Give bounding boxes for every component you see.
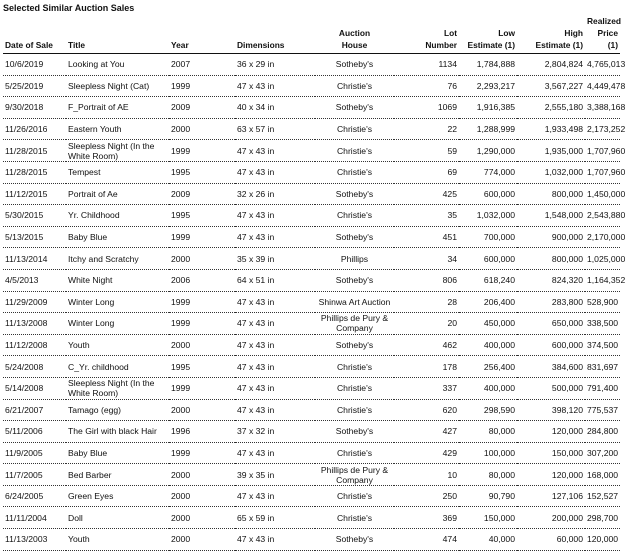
cell-auction-house: Sotheby's xyxy=(315,97,394,119)
cell-realized-price: 4,765,013 xyxy=(585,54,620,76)
cell-dimensions: 65 x 59 in xyxy=(235,507,315,529)
cell-low-estimate: 1,290,000 xyxy=(459,140,517,162)
cell-date: 11/13/2008 xyxy=(3,313,66,335)
cell-dimensions: 47 x 43 in xyxy=(235,485,315,507)
cell-date: 11/7/2005 xyxy=(3,464,66,486)
header-realized-price: Realized Price (1) xyxy=(585,15,620,54)
cell-auction-house: Christie's xyxy=(315,485,394,507)
table-row xyxy=(3,356,620,378)
cell-year: 2000 xyxy=(169,485,235,507)
table-row xyxy=(3,161,620,183)
cell-date: 11/11/2004 xyxy=(3,507,66,529)
cell-year: 1999 xyxy=(169,442,235,464)
cell-high-estimate: 1,933,498 xyxy=(517,118,585,140)
cell-year: 1995 xyxy=(169,205,235,227)
table-row xyxy=(3,140,620,162)
cell-low-estimate: 80,000 xyxy=(459,421,517,443)
cell-low-estimate: 600,000 xyxy=(459,183,517,205)
cell-high-estimate: 200,000 xyxy=(517,507,585,529)
cell-realized-price: 168,000 xyxy=(585,464,620,486)
cell-date: 5/30/2015 xyxy=(3,205,66,227)
cell-date: 11/26/2016 xyxy=(3,118,66,140)
table-row xyxy=(3,507,620,529)
cell-auction-house: Sotheby's xyxy=(315,183,394,205)
table-row xyxy=(3,442,620,464)
cell-lot-number: 620 xyxy=(394,399,459,421)
cell-high-estimate: 283,800 xyxy=(517,291,585,313)
cell-date: 6/21/2007 xyxy=(3,399,66,421)
cell-high-estimate: 1,935,000 xyxy=(517,140,585,162)
cell-dimensions: 35 x 39 in xyxy=(235,248,315,270)
cell-low-estimate: 2,293,217 xyxy=(459,75,517,97)
table-row xyxy=(3,118,620,140)
table-row xyxy=(3,291,620,313)
cell-realized-price: 338,500 xyxy=(585,313,620,335)
cell-lot-number: 178 xyxy=(394,356,459,378)
table-header xyxy=(3,15,620,54)
cell-realized-price: 2,543,880 xyxy=(585,205,620,227)
cell-year: 2006 xyxy=(169,269,235,291)
cell-lot-number: 429 xyxy=(394,442,459,464)
cell-low-estimate: 1,784,888 xyxy=(459,54,517,76)
cell-title: Doll xyxy=(66,507,169,529)
cell-high-estimate: 120,000 xyxy=(517,421,585,443)
cell-low-estimate: 1,916,385 xyxy=(459,97,517,119)
cell-lot-number: 28 xyxy=(394,291,459,313)
cell-title: Youth xyxy=(66,334,169,356)
cell-dimensions: 47 x 43 in xyxy=(235,399,315,421)
cell-year: 2007 xyxy=(169,54,235,76)
cell-dimensions: 47 x 43 in xyxy=(235,291,315,313)
cell-dimensions: 37 x 32 in xyxy=(235,421,315,443)
cell-auction-house: Sotheby's xyxy=(315,421,394,443)
cell-year: 1999 xyxy=(169,377,235,399)
cell-auction-house: Shinwa Art Auction xyxy=(315,291,394,313)
cell-auction-house: Sotheby's xyxy=(315,54,394,76)
cell-low-estimate: 450,000 xyxy=(459,313,517,335)
cell-realized-price: 1,707,960 xyxy=(585,161,620,183)
cell-auction-house: Christie's xyxy=(315,75,394,97)
header-date: Date of Sale xyxy=(3,15,66,54)
cell-date: 5/13/2015 xyxy=(3,226,66,248)
cell-dimensions: 47 x 43 in xyxy=(235,529,315,551)
cell-date: 5/11/2006 xyxy=(3,421,66,443)
cell-auction-house: Christie's xyxy=(315,356,394,378)
cell-realized-price: 1,450,000 xyxy=(585,183,620,205)
cell-realized-price: 3,388,168 xyxy=(585,97,620,119)
cell-low-estimate: 618,240 xyxy=(459,269,517,291)
cell-year: 1996 xyxy=(169,421,235,443)
cell-dimensions: 47 x 43 in xyxy=(235,226,315,248)
table-row xyxy=(3,485,620,507)
cell-date: 11/28/2015 xyxy=(3,140,66,162)
cell-year: 2000 xyxy=(169,464,235,486)
cell-year: 2009 xyxy=(169,183,235,205)
table-title: Selected Similar Auction Sales xyxy=(3,3,135,13)
cell-realized-price: 152,527 xyxy=(585,485,620,507)
header-low-estimate: Low Estimate (1) xyxy=(459,15,517,54)
cell-realized-price: 831,697 xyxy=(585,356,620,378)
cell-dimensions: 40 x 34 in xyxy=(235,97,315,119)
cell-lot-number: 462 xyxy=(394,334,459,356)
cell-low-estimate: 90,790 xyxy=(459,485,517,507)
cell-year: 2000 xyxy=(169,529,235,551)
cell-title: F_Portrait of AE xyxy=(66,97,169,119)
cell-title: The Girl with black Hair xyxy=(66,421,169,443)
cell-realized-price: 775,537 xyxy=(585,399,620,421)
cell-lot-number: 76 xyxy=(394,75,459,97)
cell-date: 6/24/2005 xyxy=(3,485,66,507)
cell-year: 1999 xyxy=(169,140,235,162)
cell-title: Eastern Youth xyxy=(66,118,169,140)
cell-date: 11/29/2009 xyxy=(3,291,66,313)
cell-low-estimate: 256,400 xyxy=(459,356,517,378)
cell-date: 11/12/2015 xyxy=(3,183,66,205)
cell-low-estimate: 400,000 xyxy=(459,334,517,356)
cell-lot-number: 10 xyxy=(394,464,459,486)
cell-low-estimate: 40,000 xyxy=(459,529,517,551)
cell-title: White Night xyxy=(66,269,169,291)
table-row xyxy=(3,529,620,551)
cell-low-estimate: 700,000 xyxy=(459,226,517,248)
table-row xyxy=(3,399,620,421)
table-row xyxy=(3,313,620,335)
cell-low-estimate: 774,000 xyxy=(459,161,517,183)
cell-auction-house: Christie's xyxy=(315,161,394,183)
table-row xyxy=(3,248,620,270)
cell-lot-number: 1134 xyxy=(394,54,459,76)
cell-title: Baby Blue xyxy=(66,226,169,248)
table-body xyxy=(3,54,625,551)
cell-lot-number: 474 xyxy=(394,529,459,551)
cell-auction-house: Christie's xyxy=(315,507,394,529)
cell-low-estimate: 150,000 xyxy=(459,507,517,529)
cell-realized-price: 1,164,352 xyxy=(585,269,620,291)
cell-dimensions: 36 x 29 in xyxy=(235,54,315,76)
header-high-estimate: High Estimate (1) xyxy=(517,15,585,54)
table-row xyxy=(3,205,620,227)
cell-low-estimate: 400,000 xyxy=(459,377,517,399)
cell-year: 1999 xyxy=(169,291,235,313)
cell-title: Tempest xyxy=(66,161,169,183)
cell-low-estimate: 1,032,000 xyxy=(459,205,517,227)
cell-low-estimate: 298,590 xyxy=(459,399,517,421)
cell-title: Winter Long xyxy=(66,313,169,335)
cell-lot-number: 34 xyxy=(394,248,459,270)
cell-title: Portrait of Ae xyxy=(66,183,169,205)
cell-realized-price: 120,000 xyxy=(585,529,620,551)
cell-realized-price: 528,900 xyxy=(585,291,620,313)
cell-title: Sleepless Night (In the White Room) xyxy=(66,377,169,399)
cell-high-estimate: 3,567,227 xyxy=(517,75,585,97)
cell-dimensions: 47 x 43 in xyxy=(235,442,315,464)
cell-lot-number: 59 xyxy=(394,140,459,162)
cell-date: 10/6/2019 xyxy=(3,54,66,76)
cell-realized-price: 307,200 xyxy=(585,442,620,464)
cell-high-estimate: 398,120 xyxy=(517,399,585,421)
cell-year: 1999 xyxy=(169,313,235,335)
cell-year: 1999 xyxy=(169,226,235,248)
cell-dimensions: 47 x 43 in xyxy=(235,205,315,227)
table-row xyxy=(3,183,620,205)
cell-year: 1995 xyxy=(169,161,235,183)
cell-dimensions: 47 x 43 in xyxy=(235,140,315,162)
cell-title: Tamago (egg) xyxy=(66,399,169,421)
cell-low-estimate: 206,400 xyxy=(459,291,517,313)
cell-dimensions: 64 x 51 in xyxy=(235,269,315,291)
cell-lot-number: 20 xyxy=(394,313,459,335)
cell-auction-house: Christie's xyxy=(315,205,394,227)
auction-sales-table xyxy=(3,15,625,551)
cell-auction-house: Phillips xyxy=(315,248,394,270)
cell-dimensions: 47 x 43 in xyxy=(235,334,315,356)
cell-lot-number: 337 xyxy=(394,377,459,399)
cell-date: 5/25/2019 xyxy=(3,75,66,97)
cell-date: 5/14/2008 xyxy=(3,377,66,399)
cell-auction-house: Sotheby's xyxy=(315,334,394,356)
table-row xyxy=(3,97,620,119)
cell-lot-number: 425 xyxy=(394,183,459,205)
cell-high-estimate: 650,000 xyxy=(517,313,585,335)
cell-low-estimate: 80,000 xyxy=(459,464,517,486)
header-title: Title xyxy=(66,15,169,54)
cell-dimensions: 47 x 43 in xyxy=(235,356,315,378)
cell-high-estimate: 800,000 xyxy=(517,248,585,270)
header-dimensions: Dimensions xyxy=(235,15,315,54)
cell-lot-number: 250 xyxy=(394,485,459,507)
table-row xyxy=(3,226,620,248)
cell-title: Sleepless Night (Cat) xyxy=(66,75,169,97)
table-row xyxy=(3,377,620,399)
cell-year: 1995 xyxy=(169,356,235,378)
cell-high-estimate: 60,000 xyxy=(517,529,585,551)
cell-realized-price: 298,700 xyxy=(585,507,620,529)
table-row xyxy=(3,54,620,76)
table-row xyxy=(3,464,620,486)
header-lot-number: Lot Number xyxy=(394,15,459,54)
cell-year: 1999 xyxy=(169,75,235,97)
cell-title: Baby Blue xyxy=(66,442,169,464)
cell-high-estimate: 824,320 xyxy=(517,269,585,291)
table-row xyxy=(3,269,620,291)
cell-high-estimate: 600,000 xyxy=(517,334,585,356)
cell-auction-house: Christie's xyxy=(315,377,394,399)
cell-high-estimate: 800,000 xyxy=(517,183,585,205)
cell-title: Youth xyxy=(66,529,169,551)
cell-auction-house: Phillips de Pury & Company xyxy=(315,464,394,486)
header-row xyxy=(3,15,620,54)
table-row xyxy=(3,75,620,97)
cell-low-estimate: 100,000 xyxy=(459,442,517,464)
cell-date: 11/28/2015 xyxy=(3,161,66,183)
cell-dimensions: 39 x 35 in xyxy=(235,464,315,486)
cell-year: 2000 xyxy=(169,118,235,140)
cell-date: 11/12/2008 xyxy=(3,334,66,356)
cell-low-estimate: 1,288,999 xyxy=(459,118,517,140)
cell-lot-number: 369 xyxy=(394,507,459,529)
header-auction-house: Auction House xyxy=(315,15,394,54)
cell-auction-house: Sotheby's xyxy=(315,269,394,291)
cell-realized-price: 374,500 xyxy=(585,334,620,356)
cell-date: 9/30/2018 xyxy=(3,97,66,119)
cell-high-estimate: 384,600 xyxy=(517,356,585,378)
cell-auction-house: Christie's xyxy=(315,399,394,421)
cell-lot-number: 1069 xyxy=(394,97,459,119)
cell-title: Green Eyes xyxy=(66,485,169,507)
cell-title: Yr. Childhood xyxy=(66,205,169,227)
cell-high-estimate: 150,000 xyxy=(517,442,585,464)
cell-realized-price: 1,707,960 xyxy=(585,140,620,162)
cell-lot-number: 22 xyxy=(394,118,459,140)
cell-title: Sleepless Night (In the White Room) xyxy=(66,140,169,162)
cell-year: 2000 xyxy=(169,334,235,356)
cell-date: 11/9/2005 xyxy=(3,442,66,464)
cell-dimensions: 47 x 43 in xyxy=(235,161,315,183)
table-row xyxy=(3,334,620,356)
cell-year: 2000 xyxy=(169,507,235,529)
cell-high-estimate: 127,106 xyxy=(517,485,585,507)
cell-high-estimate: 1,032,000 xyxy=(517,161,585,183)
cell-title: Winter Long xyxy=(66,291,169,313)
cell-title: C_Yr. childhood xyxy=(66,356,169,378)
cell-date: 4/5/2013 xyxy=(3,269,66,291)
cell-high-estimate: 120,000 xyxy=(517,464,585,486)
cell-title: Looking at You xyxy=(66,54,169,76)
cell-auction-house: Phillips de Pury & Company xyxy=(315,313,394,335)
cell-auction-house: Christie's xyxy=(315,118,394,140)
cell-auction-house: Christie's xyxy=(315,442,394,464)
cell-lot-number: 427 xyxy=(394,421,459,443)
cell-dimensions: 63 x 57 in xyxy=(235,118,315,140)
cell-high-estimate: 2,804,824 xyxy=(517,54,585,76)
cell-lot-number: 806 xyxy=(394,269,459,291)
cell-year: 2009 xyxy=(169,97,235,119)
cell-low-estimate: 600,000 xyxy=(459,248,517,270)
cell-title: Itchy and Scratchy xyxy=(66,248,169,270)
cell-auction-house: Christie's xyxy=(315,140,394,162)
cell-realized-price: 2,170,000 xyxy=(585,226,620,248)
cell-dimensions: 32 x 26 in xyxy=(235,183,315,205)
cell-dimensions: 47 x 43 in xyxy=(235,75,315,97)
cell-title: Bed Barber xyxy=(66,464,169,486)
cell-realized-price: 284,800 xyxy=(585,421,620,443)
cell-date: 11/13/2003 xyxy=(3,529,66,551)
cell-realized-price: 1,025,000 xyxy=(585,248,620,270)
cell-high-estimate: 2,555,180 xyxy=(517,97,585,119)
cell-realized-price: 2,173,252 xyxy=(585,118,620,140)
cell-high-estimate: 1,548,000 xyxy=(517,205,585,227)
cell-realized-price: 791,400 xyxy=(585,377,620,399)
cell-lot-number: 35 xyxy=(394,205,459,227)
cell-lot-number: 69 xyxy=(394,161,459,183)
cell-auction-house: Sotheby's xyxy=(315,226,394,248)
cell-high-estimate: 500,000 xyxy=(517,377,585,399)
header-year: Year xyxy=(169,15,235,54)
cell-auction-house: Sotheby's xyxy=(315,529,394,551)
cell-date: 5/24/2008 xyxy=(3,356,66,378)
cell-dimensions: 47 x 43 in xyxy=(235,313,315,335)
cell-dimensions: 47 x 43 in xyxy=(235,377,315,399)
cell-year: 2000 xyxy=(169,248,235,270)
cell-date: 11/13/2014 xyxy=(3,248,66,270)
cell-realized-price: 4,449,478 xyxy=(585,75,620,97)
table-row xyxy=(3,421,620,443)
cell-high-estimate: 900,000 xyxy=(517,226,585,248)
cell-lot-number: 451 xyxy=(394,226,459,248)
cell-year: 2000 xyxy=(169,399,235,421)
